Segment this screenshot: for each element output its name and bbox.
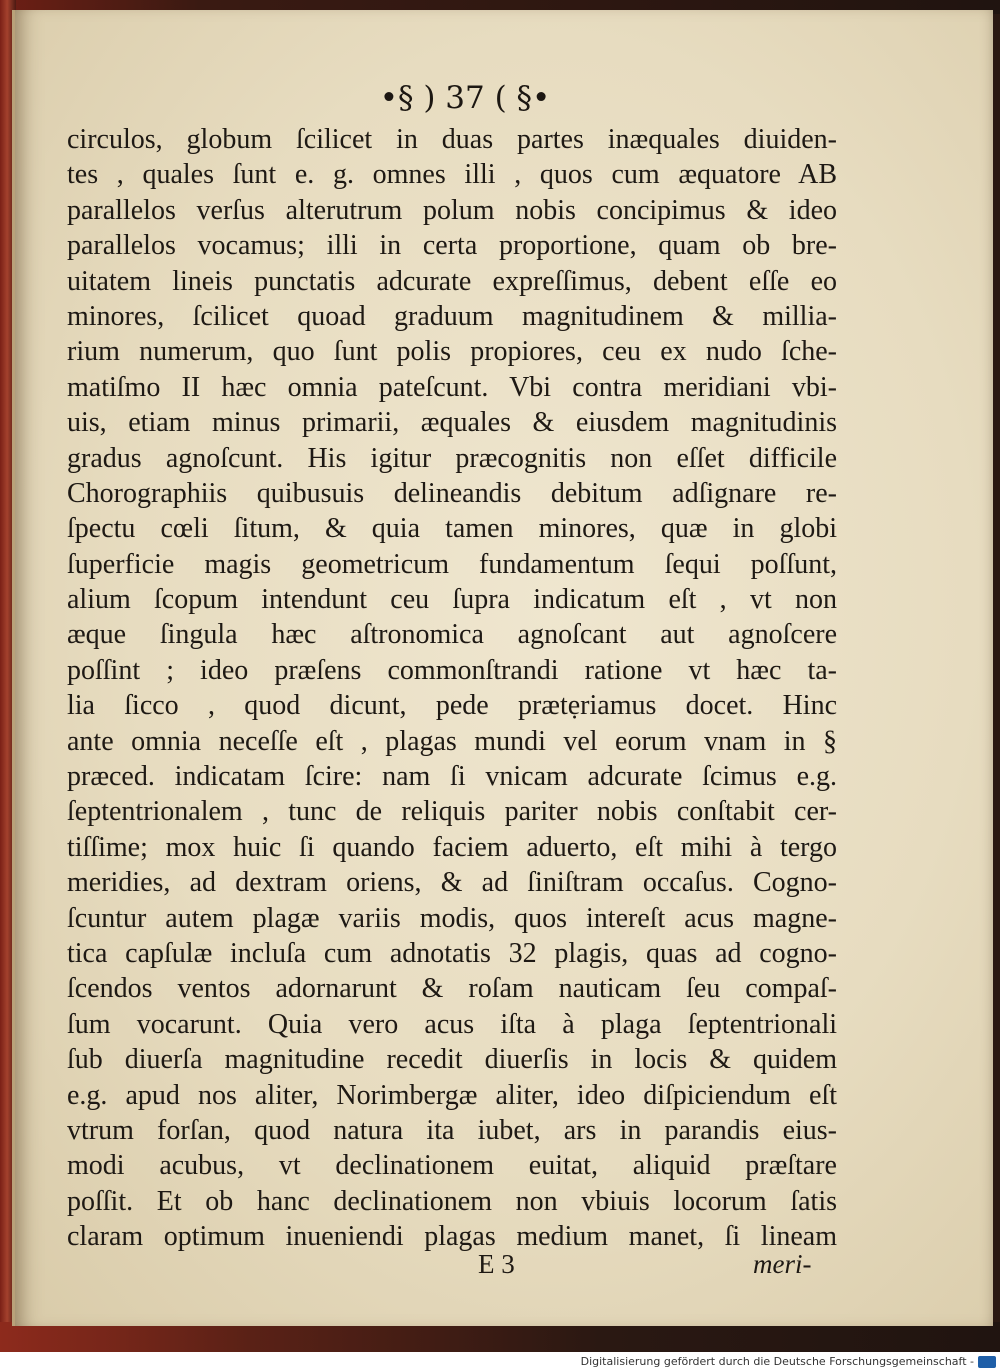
text-line: ſum vocarunt. Quia vero acus iſta à plaga ſeptentrionali bbox=[67, 1008, 837, 1040]
text-line: rium numerum, quo ſunt polis propiores, ceu ex nudo ſche- bbox=[67, 336, 837, 368]
catchword: meri- bbox=[753, 1249, 812, 1279]
text-line: ſuperficie magis geometricum fundamentum ſequi poſſunt, bbox=[67, 548, 837, 580]
text-line: uitatem lineis punctatis adcurate expreſſimus, debent eſſe eo bbox=[67, 265, 837, 297]
text-line: ſcuntur autem plagæ variis modis, quos intereſt acus magne- bbox=[67, 902, 837, 934]
text-line: gradus agnoſcunt. His igitur præcognitis non eſſet difficile bbox=[67, 442, 837, 474]
text-line: Chorographiis quibusuis delineandis debitum adſignare re- bbox=[67, 477, 837, 509]
digitization-credit-text: Digitalisierung gefördert durch die Deutsche Forschungsgemeinschaft - bbox=[580, 1355, 974, 1368]
text-line: matiſmo II hæc omnia pateſcunt. Vbi contra meridiani vbi- bbox=[67, 371, 837, 403]
dfg-logo-icon bbox=[978, 1356, 996, 1368]
text-line: vtrum forſan, quod natura ita iubet, ars in parandis eius- bbox=[67, 1114, 837, 1146]
text-line: circulos, globum ſcilicet in duas partes inæquales diuiden- bbox=[67, 124, 837, 155]
text-line: ſpectu cœli ſitum, & quia tamen minores, quæ in globi bbox=[67, 513, 837, 545]
text-line: tica capſulæ incluſa cum adnotatis 32 plagis, quas ad cogno- bbox=[67, 937, 837, 969]
signature-mark: E 3 bbox=[478, 1249, 515, 1279]
text-line: poſſit. Et ob hanc declinationem non vbiuis locorum ſatis bbox=[67, 1185, 837, 1217]
text-line: alium ſcopum intendunt ceu ſupra indicatum eſt , vt non bbox=[67, 584, 837, 616]
text-line: æque ſingula hæc aſtronomica agnoſcant aut agnoſcere bbox=[67, 619, 837, 651]
text-line: poſſint ; ideo præſens commonſtrandi ratione vt hæc ta- bbox=[67, 654, 837, 686]
text-line: ſcendos ventos adornarunt & roſam nauticam ſeu compaſ- bbox=[67, 973, 837, 1005]
text-line: minores, ſcilicet quoad graduum magnitudinem & millia- bbox=[67, 300, 837, 332]
text-line: præced. indicatam ſcire: nam ſi vnicam adcurate ſcimus e.g. bbox=[67, 761, 837, 793]
text-line: tes , quales ſunt e. g. omnes illi , quos cum æquatore AB bbox=[67, 159, 837, 191]
book-page bbox=[12, 10, 993, 1326]
text-line: e.g. apud nos aliter, Norimbergæ aliter, ideo diſpiciendum eſt bbox=[67, 1079, 837, 1111]
text-line: parallelos vocamus; illi in certa proportione, quam ob bre- bbox=[67, 230, 837, 262]
text-line: tiſſime; mox huic ſi quando faciem aduerto, eſt mihi à tergo bbox=[67, 831, 837, 863]
text-line: lia ſicco , quod dicunt, pede prætẹriamus docet. Hinc bbox=[67, 690, 837, 722]
page-body-text bbox=[67, 122, 837, 1255]
text-line: uis, etiam minus primarii, æquales & eiusdem magnitudinis bbox=[67, 407, 837, 439]
text-line: modi acubus, vt declinationem euitat, aliquid præſtare bbox=[67, 1150, 837, 1182]
text-line: claram optimum inueniendi plagas medium manet, ſi lineam bbox=[67, 1221, 837, 1253]
digitization-credit-bar bbox=[0, 1352, 1000, 1372]
text-line: ſub diuerſa magnitudine recedit diuerſis in locis & quidem bbox=[67, 1044, 837, 1076]
text-line: parallelos verſus alterutrum polum nobis concipimus & ideo bbox=[67, 194, 837, 226]
scan-bottom-edge bbox=[0, 1322, 1000, 1352]
text-line: ſeptentrionalem , tunc de reliquis pariter nobis conſtabit cer- bbox=[67, 796, 837, 828]
text-line: ante omnia neceſſe eſt , plagas mundi vel eorum vnam in § bbox=[67, 725, 837, 757]
text-line: meridies, ad dextram oriens, & ad ſiniſtram occaſus. Cogno- bbox=[67, 867, 837, 899]
page-number-header: •§ ) 37 ( §• bbox=[379, 80, 551, 116]
